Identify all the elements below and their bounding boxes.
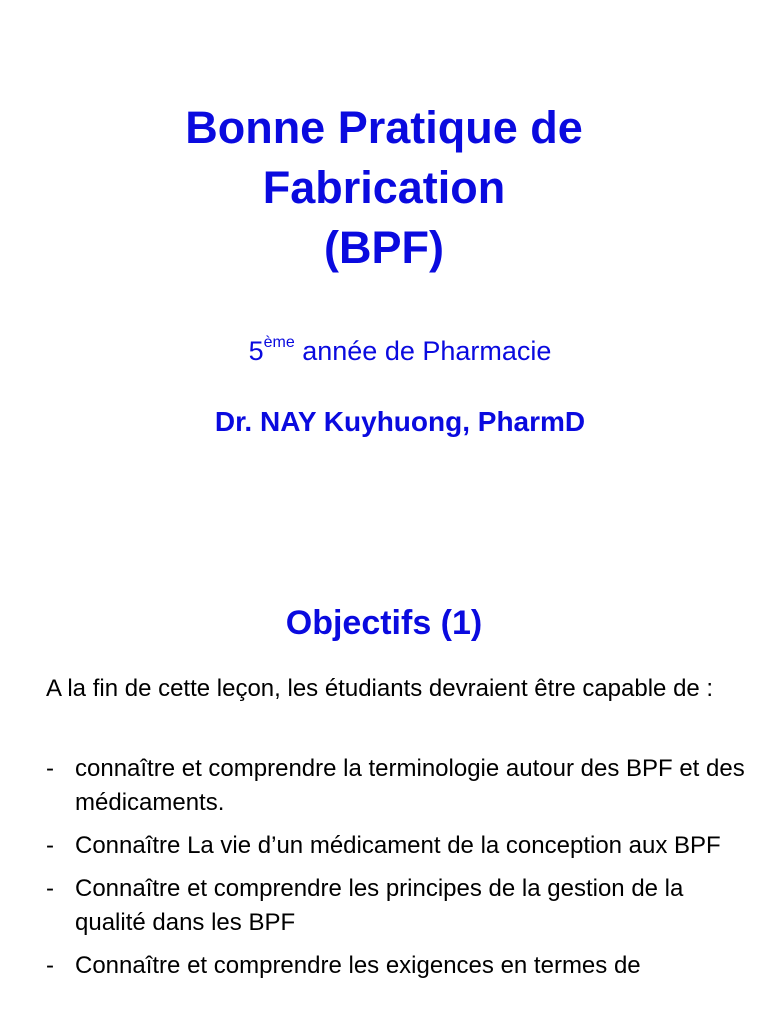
objectives-slide: [0, 540, 768, 1024]
bullet-dash: -: [46, 832, 54, 859]
subtitle-text: année de Pharmacie: [294, 336, 552, 366]
list-item-text: Connaître et comprendre les principes de la gestion de la qualité dans les BPF: [75, 875, 684, 936]
list-item: [46, 949, 746, 983]
course-subtitle: [0, 334, 768, 367]
subtitle-superscript: ème: [263, 334, 295, 351]
title-line-3: (BPF): [324, 222, 444, 273]
list-item: [46, 872, 746, 940]
list-item: [46, 752, 746, 820]
author-name: Dr. NAY Kuyhuong, PharmD: [214, 406, 586, 437]
objectives-list: [46, 752, 746, 992]
subtitle-number: 5: [248, 336, 264, 366]
list-item-text: connaître et comprendre la terminologie autour des BPF et des médicaments.: [75, 755, 745, 816]
title-line-1: Bonne Pratique de: [185, 102, 583, 153]
list-item-text: Connaître La vie d’un médicament de la conception aux BPF: [75, 832, 721, 859]
title-line-2: Fabrication: [262, 162, 506, 213]
presentation-title: [0, 98, 768, 278]
list-item-text: Connaître et comprendre les exigences en termes de: [75, 952, 641, 979]
list-item: [46, 829, 746, 863]
objectives-title: Objectifs (1): [285, 604, 483, 642]
bullet-dash: -: [46, 875, 54, 902]
bullet-dash: -: [46, 952, 54, 979]
bullet-dash: -: [46, 755, 54, 782]
objectives-intro: A la fin de cette leçon, les étudiants devraient être capable de :: [46, 675, 714, 702]
